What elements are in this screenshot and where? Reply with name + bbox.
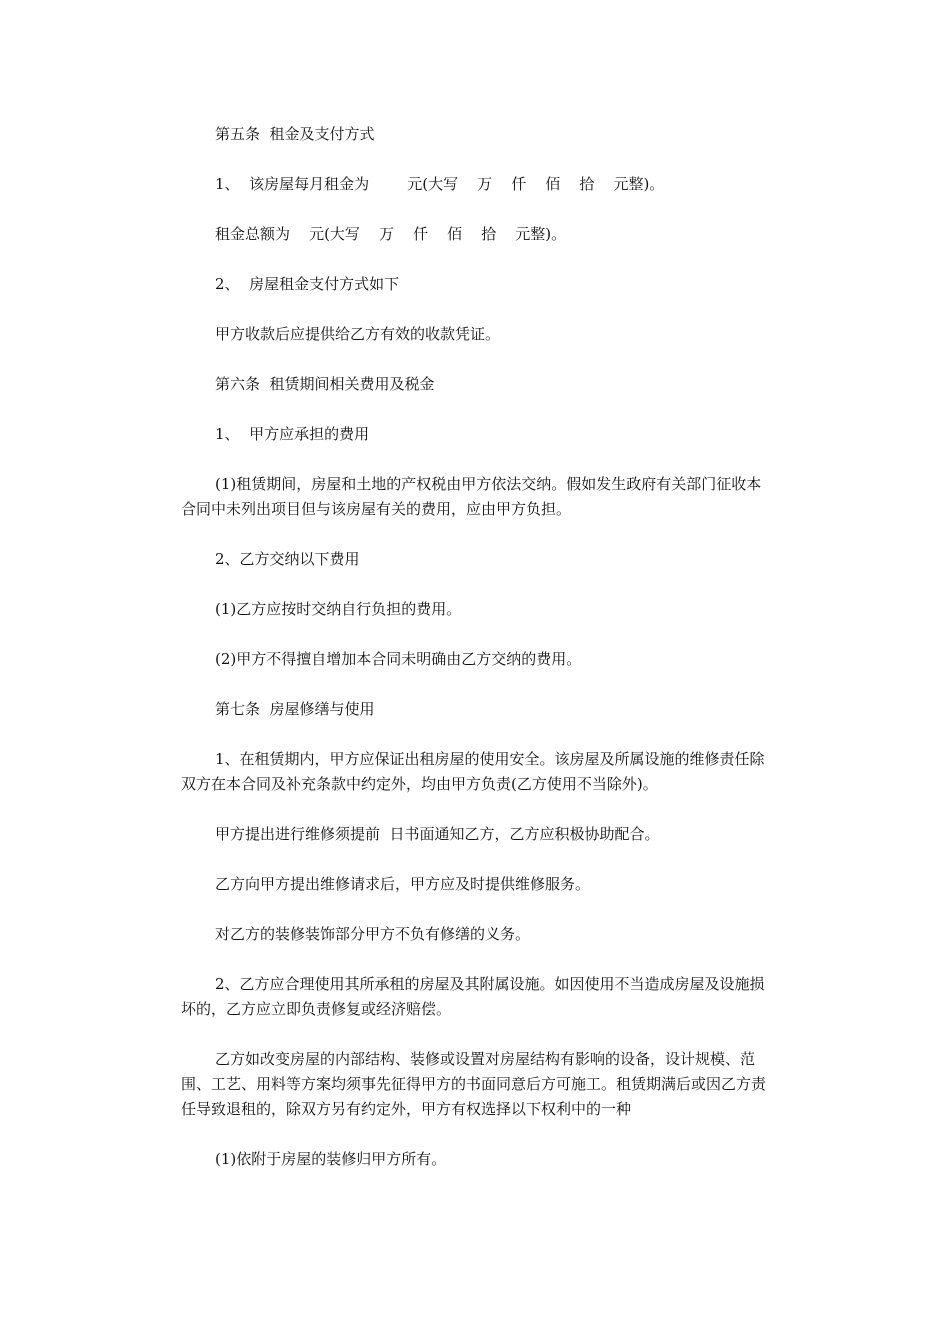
monthly-rent-clause: 1、 该房屋每月租金为 元(大写 万 仟 佰 拾 元整)。 bbox=[215, 175, 665, 193]
repair-notice-clause: 甲方提出进行维修须提前 日书面通知乙方，乙方应积极协助配合。 bbox=[215, 825, 660, 843]
party-b-fees-heading: 2、乙方交纳以下费用 bbox=[215, 550, 360, 568]
structure-change-clause: 乙方如改变房屋的内部结构、装修或设置对房屋结构有影响的设备，设计规模、范围、工艺、用料等方案均须事先征得甲方的书面同意后方可施工。租赁期满后或因乙方责任导致退租的，除双方另有约定外，甲方有权选择以下权利中的一种 bbox=[181, 1050, 767, 1118]
receipt-clause: 甲方收款后应提供给乙方有效的收款凭证。 bbox=[215, 325, 501, 343]
article-5-heading: 第五条 租金及支付方式 bbox=[215, 125, 375, 143]
payment-method-clause: 2、 房屋租金支付方式如下 bbox=[215, 275, 400, 293]
article-6-heading: 第六条 租赁期间相关费用及税金 bbox=[215, 375, 435, 393]
total-rent-clause: 租金总额为 元(大写 万 仟 佰 拾 元整)。 bbox=[215, 225, 567, 243]
repair-clause-1: 1、在租赁期内，甲方应保证出租房屋的使用安全。该房屋及所属设施的维修责任除双方在本合同及补充条款中约定外，均由甲方负责(乙方使用不当除外)。 bbox=[181, 750, 765, 793]
party-b-fees-item-1: (1)乙方应按时交纳自行负担的费用。 bbox=[215, 600, 462, 618]
party-a-fees-item-1: (1)租赁期间，房屋和土地的产权税由甲方依法交纳。假如发生政府有关部门征收本合同中未列出项目但与该房屋有关的费用，应由甲方负担。 bbox=[181, 475, 762, 518]
party-a-fees-heading: 1、 甲方应承担的费用 bbox=[215, 425, 370, 443]
decoration-clause: 对乙方的装修装饰部分甲方不负有修缮的义务。 bbox=[215, 925, 531, 943]
repair-request-clause: 乙方向甲方提出维修请求后，甲方应及时提供维修服务。 bbox=[215, 875, 591, 893]
proper-use-clause: 2、乙方应合理使用其所承租的房屋及其附属设施。如因使用不当造成房屋及设施损坏的，乙方应立即负责修复或经济赔偿。 bbox=[181, 975, 765, 1018]
article-7-heading: 第七条 房屋修缮与使用 bbox=[215, 700, 375, 718]
document-body bbox=[181, 122, 775, 1197]
decoration-ownership-item-1: (1)依附于房屋的装修归甲方所有。 bbox=[215, 1150, 447, 1168]
party-b-fees-item-2: (2)甲方不得擅自增加本合同未明确由乙方交纳的费用。 bbox=[215, 650, 582, 668]
